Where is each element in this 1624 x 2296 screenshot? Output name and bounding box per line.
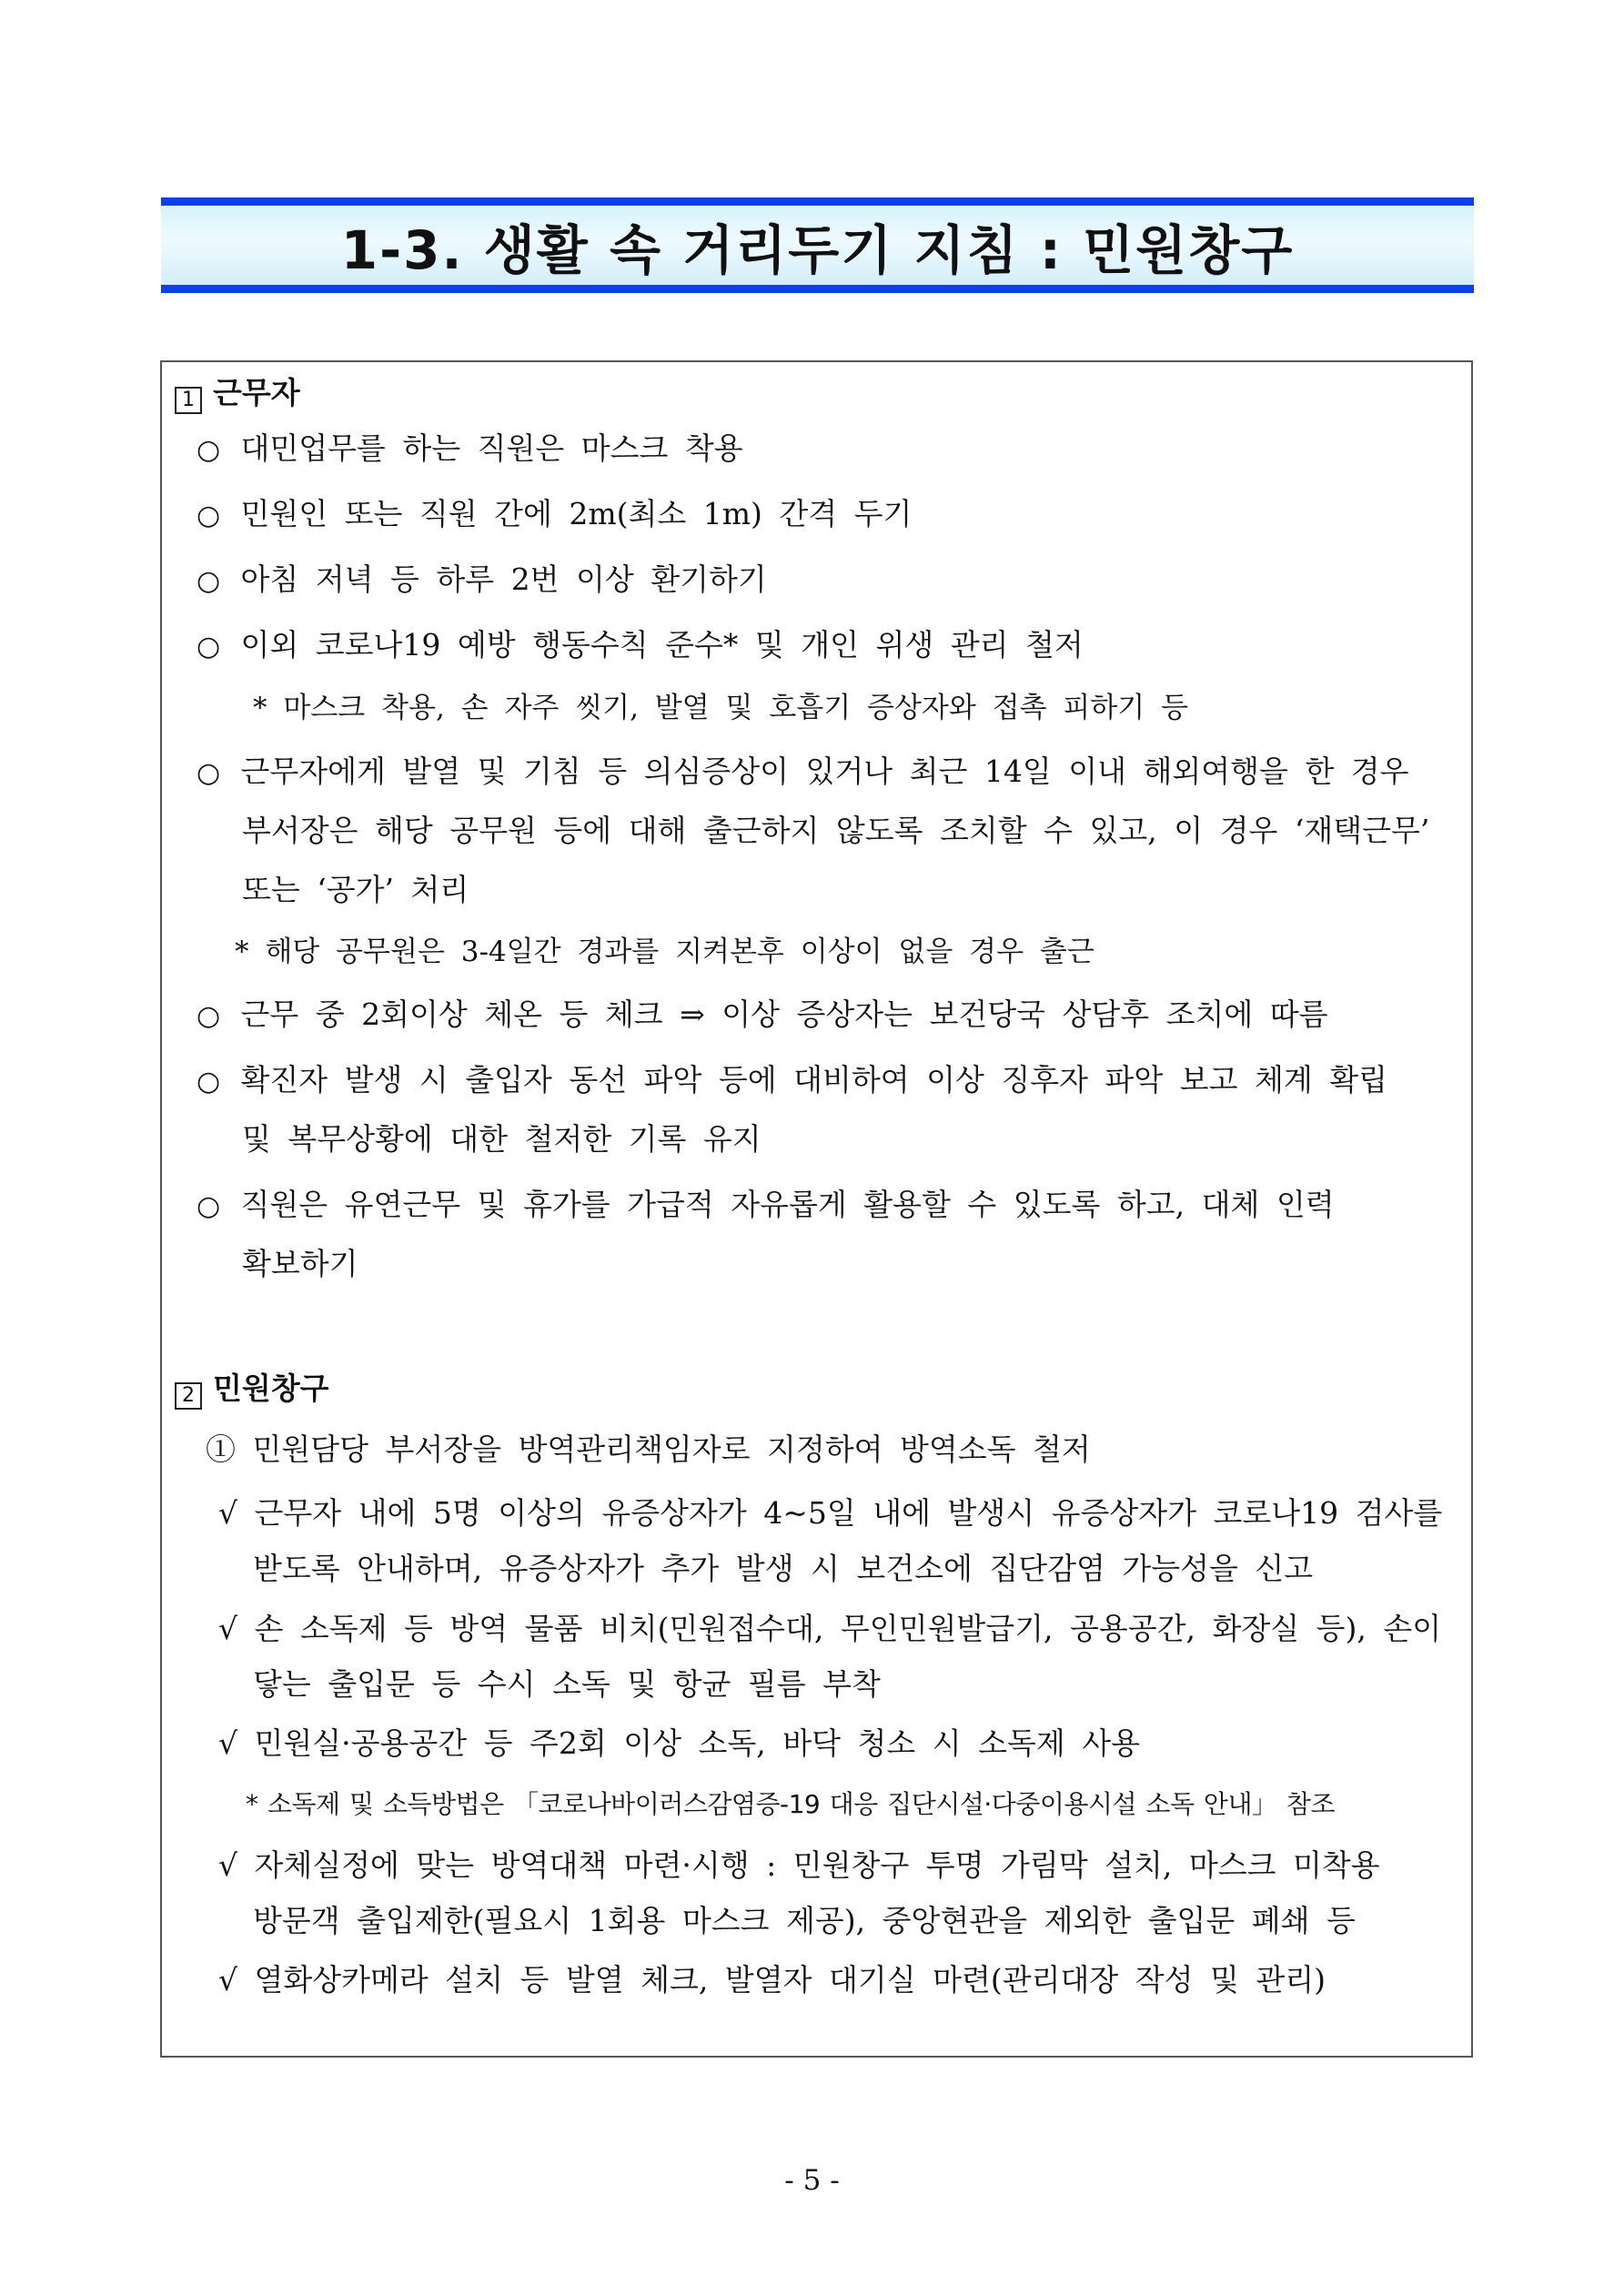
check-mark-icon: √ (218, 1495, 238, 1531)
list-item (197, 754, 1408, 792)
sub-heading: ① 민원담당 부서장을 방역관리책임자로 지정하여 방역소독 철저 (206, 1431, 1091, 1467)
check-mark-icon: √ (218, 1962, 238, 1998)
list-item (197, 430, 743, 469)
circle-bullet-icon: ○ (197, 500, 221, 531)
page-title: 1-3. 생활 속 거리두기 지침 : 민원창구 (340, 218, 1295, 281)
circle-bullet-icon: ○ (197, 434, 221, 466)
circle-bullet-icon: ○ (197, 631, 221, 663)
section-2-heading (175, 1371, 329, 1410)
list-item (197, 561, 767, 600)
footnote: * 마스크 착용, 손 자주 씻기, 발열 및 호흡기 증상자와 접촉 피하기 등 (253, 692, 1189, 724)
check-item-text: 민원실·공용공간 등 주2회 이상 소독, 바닥 청소 시 소독제 사용 (254, 1725, 1140, 1761)
list-item-text: 확진자 발생 시 출입자 동선 파악 등에 대비하여 이상 징후자 파악 보고 체계 확립 (240, 1062, 1387, 1097)
footnote: * 해당 공무원은 3-4일간 경과를 지켜본후 이상이 없을 경우 출근 (235, 936, 1094, 968)
check-item (218, 1611, 1441, 1647)
check-item (218, 1495, 1442, 1532)
check-item-text: 손 소독제 등 방역 물품 비치(민원접수대, 무인민원발급기, 공용공간, 화장실 등), 손이 (254, 1611, 1442, 1646)
circle-bullet-icon: ○ (197, 565, 221, 597)
circle-bullet-icon: ○ (197, 1190, 221, 1222)
list-item-text: 근무자에게 발열 및 기침 등 의심증상이 있거나 최근 14일 이내 해외여행을 한 경우 (240, 754, 1409, 789)
check-item (218, 1725, 1140, 1762)
list-item-text: 아침 저녁 등 하루 2번 이상 환기하기 (240, 561, 767, 597)
check-item-text: 자체실정에 맞는 방역대책 마련·시행 : 민원창구 투명 가림막 설치, 마스크 미착용 (254, 1847, 1380, 1883)
circle-bullet-icon: ○ (197, 757, 221, 789)
list-item (197, 1062, 1387, 1100)
circle-bullet-icon: ○ (197, 1000, 221, 1032)
check-item-continuation: 닿는 출입문 등 수시 소독 및 항균 필름 부착 (253, 1666, 881, 1702)
list-item-continuation: 또는 ‘공가’ 처리 (242, 872, 469, 907)
list-item (197, 1187, 1335, 1225)
check-item-text: 열화상카메라 설치 등 발열 체크, 발열자 대기실 마련(관리대장 작성 및 관리) (254, 1962, 1326, 1998)
check-item (218, 1962, 1326, 1998)
list-item (197, 996, 1328, 1035)
check-item-continuation: 받도록 안내하며, 유증상자가 추가 발생 시 보건소에 집단감염 가능성을 신고 (253, 1551, 1314, 1586)
list-item-text: 민원인 또는 직원 간에 2m(최소 1m) 간격 두기 (240, 496, 913, 531)
list-item-continuation: 및 복무상황에 대한 철저한 기록 유지 (242, 1121, 762, 1157)
list-item-text: 이외 코로나19 예방 행동수칙 준수* 및 개인 위생 관리 철저 (240, 627, 1084, 663)
check-mark-icon: √ (218, 1847, 238, 1883)
page-number: - 5 - (784, 2164, 840, 2197)
footnote: * 소독제 및 소득방법은 「코로나바이러스감염증-19 대응 집단시설·다중이용시설 소독 안내」 참조 (246, 1789, 1336, 1819)
list-item (197, 496, 912, 534)
check-item-text: 근무자 내에 5명 이상의 유증상자가 4~5일 내에 발생시 유증상자가 코로나19 검사를 (254, 1495, 1443, 1531)
check-item (218, 1847, 1380, 1884)
section-1-number: 1 (175, 387, 202, 414)
list-item-text: 대민업무를 하는 직원은 마스크 착용 (240, 430, 743, 466)
check-mark-icon: √ (218, 1611, 238, 1646)
list-item-continuation: 확보하기 (242, 1246, 358, 1281)
list-item-text: 직원은 유연근무 및 휴가를 가급적 자유롭게 활용할 수 있도록 하고, 대체 인력 (240, 1187, 1335, 1222)
list-item-text: 근무 중 2회이상 체온 등 체크 ⇒ 이상 증상자는 보건당국 상담후 조치에 따름 (240, 996, 1328, 1032)
list-item-continuation: 부서장은 해당 공무원 등에 대해 출근하지 않도록 조치할 수 있고, 이 경우 ‘재택근무’ (242, 813, 1430, 848)
circle-bullet-icon: ○ (197, 1066, 221, 1097)
section-2-title: 민원창구 (213, 1371, 329, 1406)
list-item (197, 627, 1084, 665)
content-box (160, 360, 1473, 2058)
section-1-heading (175, 375, 300, 414)
title-banner (161, 197, 1474, 293)
check-item-continuation: 방문객 출입제한(필요시 1회용 마스크 제공), 중앙현관을 제외한 출입문 폐쇄 등 (253, 1903, 1356, 1938)
check-mark-icon: √ (218, 1725, 238, 1761)
section-1-title: 근무자 (213, 375, 300, 410)
section-2-number: 2 (175, 1382, 202, 1410)
